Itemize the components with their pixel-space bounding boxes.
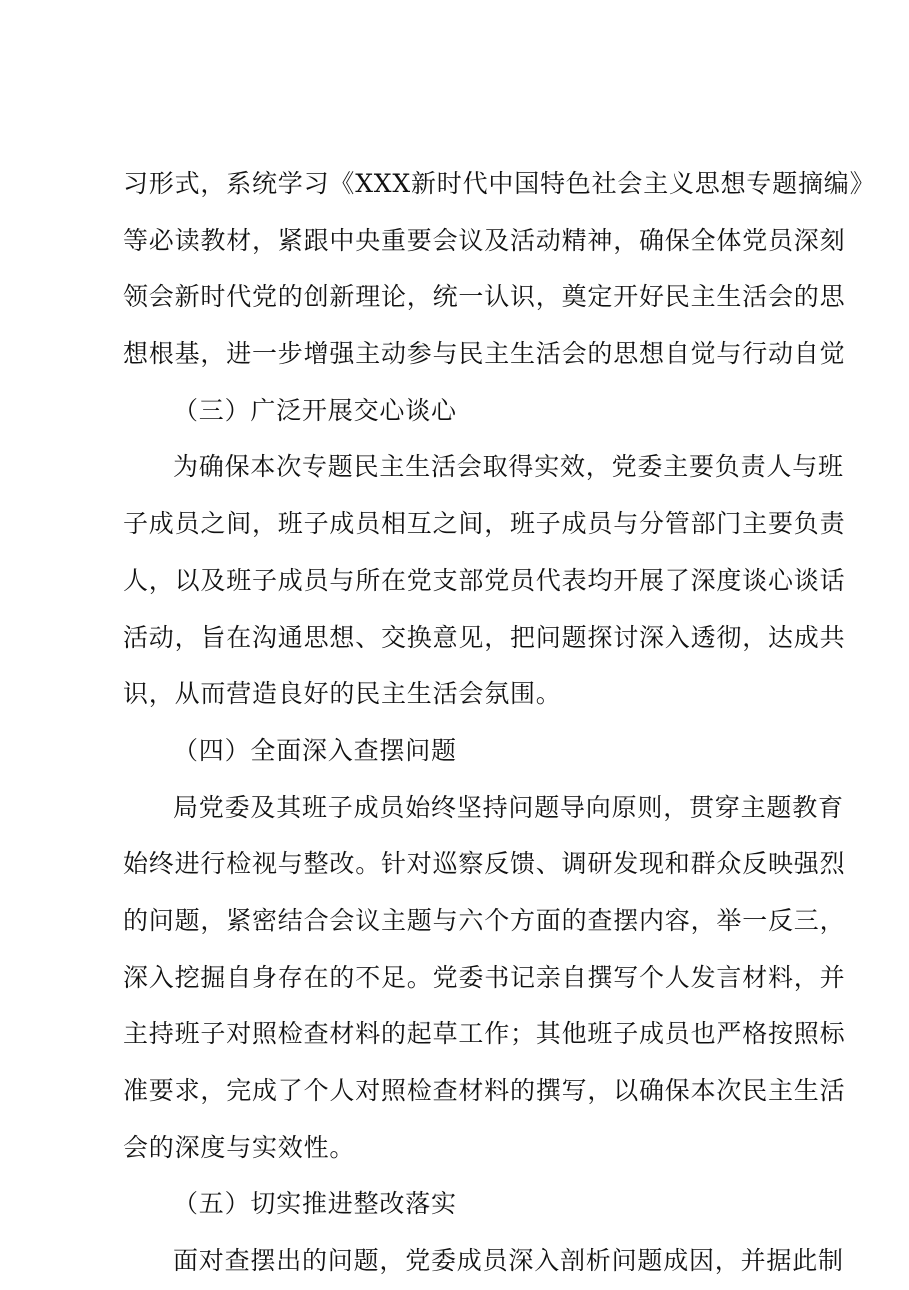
- paragraph-line: 子成员之间，班子成员相互之间，班子成员与分管部门主要负责: [123, 509, 846, 539]
- paragraph-line: 为确保本次专题民主生活会取得实效，党委主要负责人与班: [173, 452, 844, 482]
- paragraph-line: 局党委及其班子成员始终坚持问题导向原则，贯穿主题教育: [173, 792, 844, 822]
- paragraph-line: 会的深度与实效性。: [123, 1132, 356, 1162]
- paragraph-line: 习形式，系统学习《XXX新时代中国特色社会主义思想专题摘编》: [123, 169, 876, 198]
- paragraph-line: 面对查摆出的问题，党委成员深入剖析问题成因，并据此制: [173, 1246, 844, 1276]
- paragraph-line: 识，从而营造良好的民主生活会氛围。: [123, 679, 562, 709]
- section-heading: （五）切实推进整改落实: [173, 1189, 457, 1219]
- paragraph-line: 始终进行检视与整改。针对巡察反馈、调研发现和群众反映强烈: [123, 849, 846, 879]
- section-heading: （三）广泛开展交心谈心: [173, 395, 457, 425]
- document-body: [123, 156, 876, 1290]
- paragraph-line: 想根基，进一步增强主动参与民主生活会的思想自觉与行动自觉: [123, 339, 846, 369]
- paragraph-line: 深入挖掘自身存在的不足。党委书记亲自撰写个人发言材料，并: [123, 962, 846, 992]
- paragraph-line: 人，以及班子成员与所在党支部党员代表均开展了深度谈心谈话: [123, 565, 846, 595]
- section-heading: （四）全面深入查摆问题: [173, 735, 457, 765]
- paragraph-line: 领会新时代党的创新理论，统一认识，奠定开好民主生活会的思: [123, 282, 846, 312]
- paragraph-line: 等必读教材，紧跟中央重要会议及活动精神，确保全体党员深刻: [123, 225, 846, 255]
- paragraph-line: 准要求，完成了个人对照检查材料的撰写，以确保本次民主生活: [123, 1076, 846, 1105]
- paragraph-line: 活动，旨在沟通思想、交换意见，把问题探讨深入透彻，达成共: [123, 622, 846, 652]
- paragraph-line: 主持班子对照检查材料的起草工作；其他班子成员也严格按照标: [123, 1019, 846, 1049]
- paragraph-line: 的问题，紧密结合会议主题与六个方面的查摆内容，举一反三，: [123, 905, 846, 935]
